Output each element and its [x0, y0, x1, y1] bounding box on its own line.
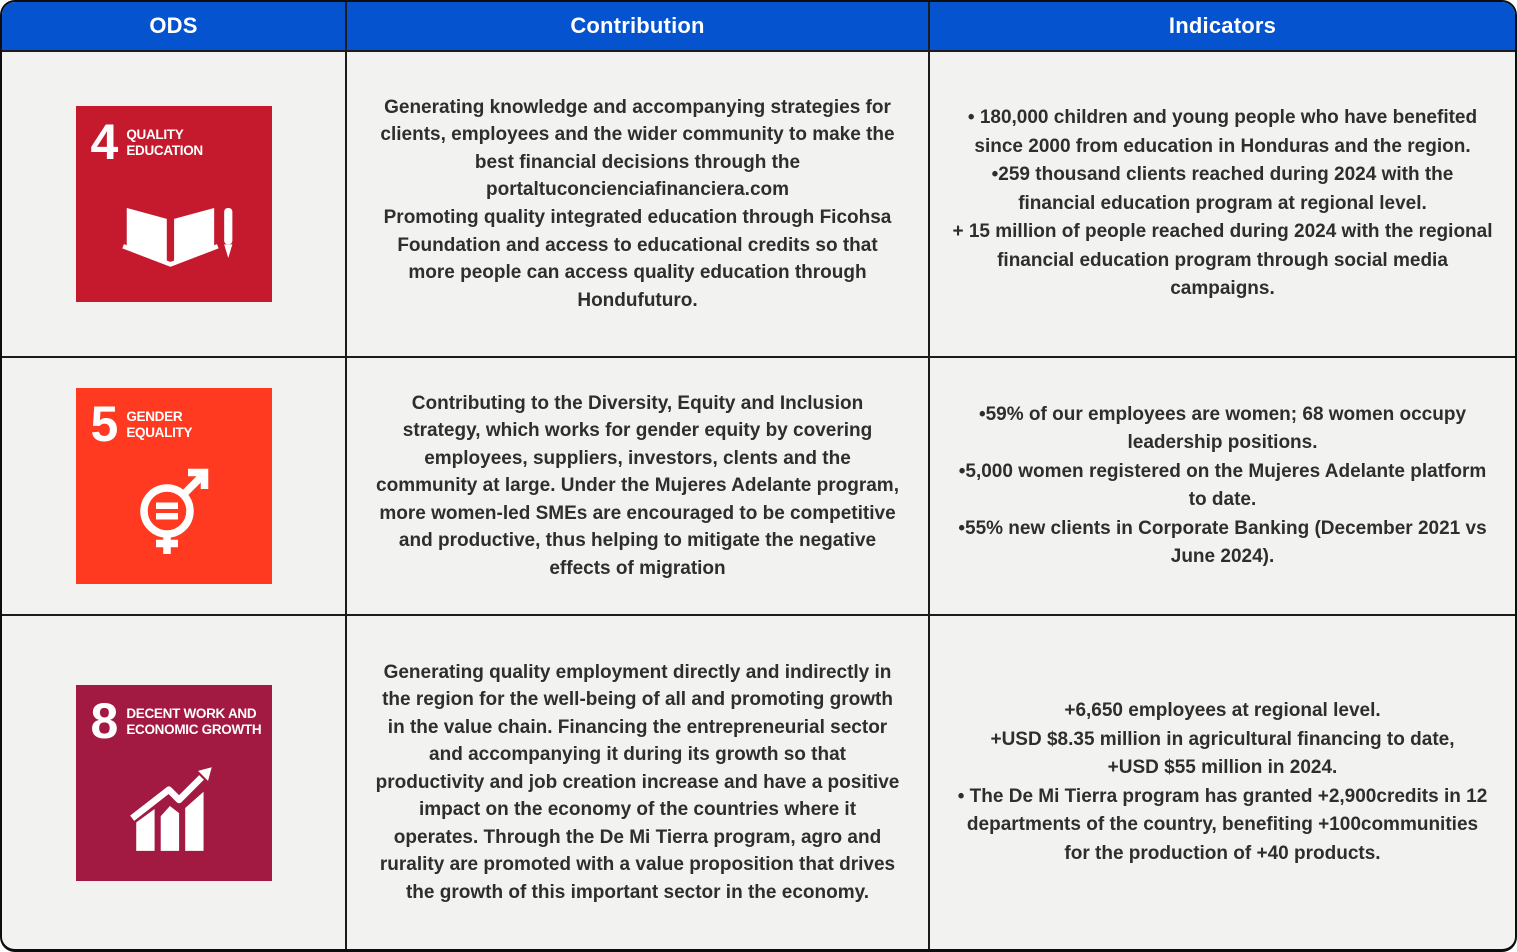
row-2-indicators-text — [930, 401, 1515, 572]
sdg-4-tile — [76, 106, 272, 302]
sdg-5-tile — [76, 388, 272, 584]
table-row-3-indicators-cell — [930, 616, 1515, 949]
table-row-2-ods-cell — [2, 358, 347, 616]
indicator-item: • The De Mi Tierra program has granted +2,900credits in 12 departments of the country, benefiting +100communities for the production of +40 products. — [957, 785, 1488, 864]
sdg-5-number: 5 — [90, 396, 118, 452]
indicator-item: •59% of our employees are women; 68 women occupy leadership positions. — [978, 403, 1467, 453]
table-row-2-contribution-cell — [347, 358, 930, 616]
table-row-1-ods-cell — [2, 52, 347, 358]
open-book-and-pencil-icon — [91, 165, 260, 290]
column-header-indicators-label: Indicators — [1168, 13, 1277, 38]
gender-equality-symbol-icon — [91, 447, 260, 572]
indicator-item: •5,000 women registered on the Mujeres Adelante platform to date. — [958, 460, 1487, 510]
paragraph: Generating knowledge and accompanying strategies for clients, employees and the wider community to make the best financial decisions through the portaltuconcienciafinanciera.com — [380, 96, 895, 201]
column-header-contribution — [347, 2, 930, 52]
sdg-8-number: 8 — [90, 692, 118, 749]
table-row-1-contribution-cell — [347, 52, 930, 358]
paragraph: Contributing to the Diversity, Equity and Inclusion strategy, which works for gender equity by covering employees, suppliers, investors, clents and the community at large. Under the Mujeres Adelante program, more women-led SMEs are encouraged to be competitive and productive, thus helping to mitigate the negative effects of migration — [376, 392, 899, 579]
indicator-item: +6,650 employees at regional level. — [1064, 700, 1381, 721]
row-1-indicators-text — [930, 104, 1515, 304]
sdg-8-tile — [76, 685, 272, 881]
column-header-contribution-label: Contribution — [570, 13, 705, 38]
table-row-2-indicators-cell — [930, 358, 1515, 616]
table-row-1-indicators-cell — [930, 52, 1515, 358]
sdg-8-title: DECENT WORK AND ECONOMIC GROWTH — [126, 705, 262, 737]
growth-chart-arrow-icon — [91, 744, 260, 869]
sdg-5-heading — [90, 396, 260, 452]
paragraph: Generating quality employment directly and indirectly in the region for the well-being of all and promoting growth in the value chain. Financing the entrepreneurial sector and accompanying it during its growth so that productivity and job creation increase and have a positive impact on the economy of the countries where it operates. Through the De Mi Tierra program, agro and rurality are promoted with a value proposition that drives the growth of this important sector in the economy. — [375, 661, 900, 903]
sdg-4-title: QUALITY EDUCATION — [126, 127, 203, 159]
sdg-4-number: 4 — [90, 114, 118, 170]
table-row-3-contribution-cell — [347, 616, 930, 949]
row-3-indicators-text — [930, 697, 1515, 868]
indicator-item: + 15 million of people reached during 2024 with the regional financial education program through social media campaigns. — [952, 221, 1493, 300]
indicator-item: •55% new clients in Corporate Banking (December 2021 vs June 2024). — [958, 517, 1487, 567]
sdg-8-heading — [90, 692, 262, 749]
column-header-ods-label: ODS — [149, 13, 198, 38]
sdg-5-title: GENDER EQUALITY — [126, 409, 193, 441]
table-grid — [2, 2, 1515, 949]
paragraph: Promoting quality integrated education through Ficohsa Foundation and access to educational credits so that more people can access quality education through Hondufuturo. — [383, 207, 892, 311]
column-header-indicators — [930, 2, 1515, 52]
indicator-item: +USD $8.35 million in agricultural financing to date, — [990, 728, 1455, 750]
table-row-3-ods-cell — [2, 616, 347, 949]
column-header-ods — [2, 2, 347, 52]
indicator-item: •259 thousand clients reached during 2024 with the financial education program at regional level. — [991, 164, 1454, 214]
row-3-contribution-text — [347, 659, 928, 907]
indicator-item: • 180,000 children and young people who have benefited since 2000 from education in Honduras and the region. — [967, 107, 1478, 157]
sdg-4-heading — [90, 114, 260, 170]
row-2-contribution-text — [347, 390, 928, 583]
row-1-contribution-text — [347, 94, 928, 314]
indicator-item: +USD $55 million in 2024. — [1107, 757, 1338, 778]
